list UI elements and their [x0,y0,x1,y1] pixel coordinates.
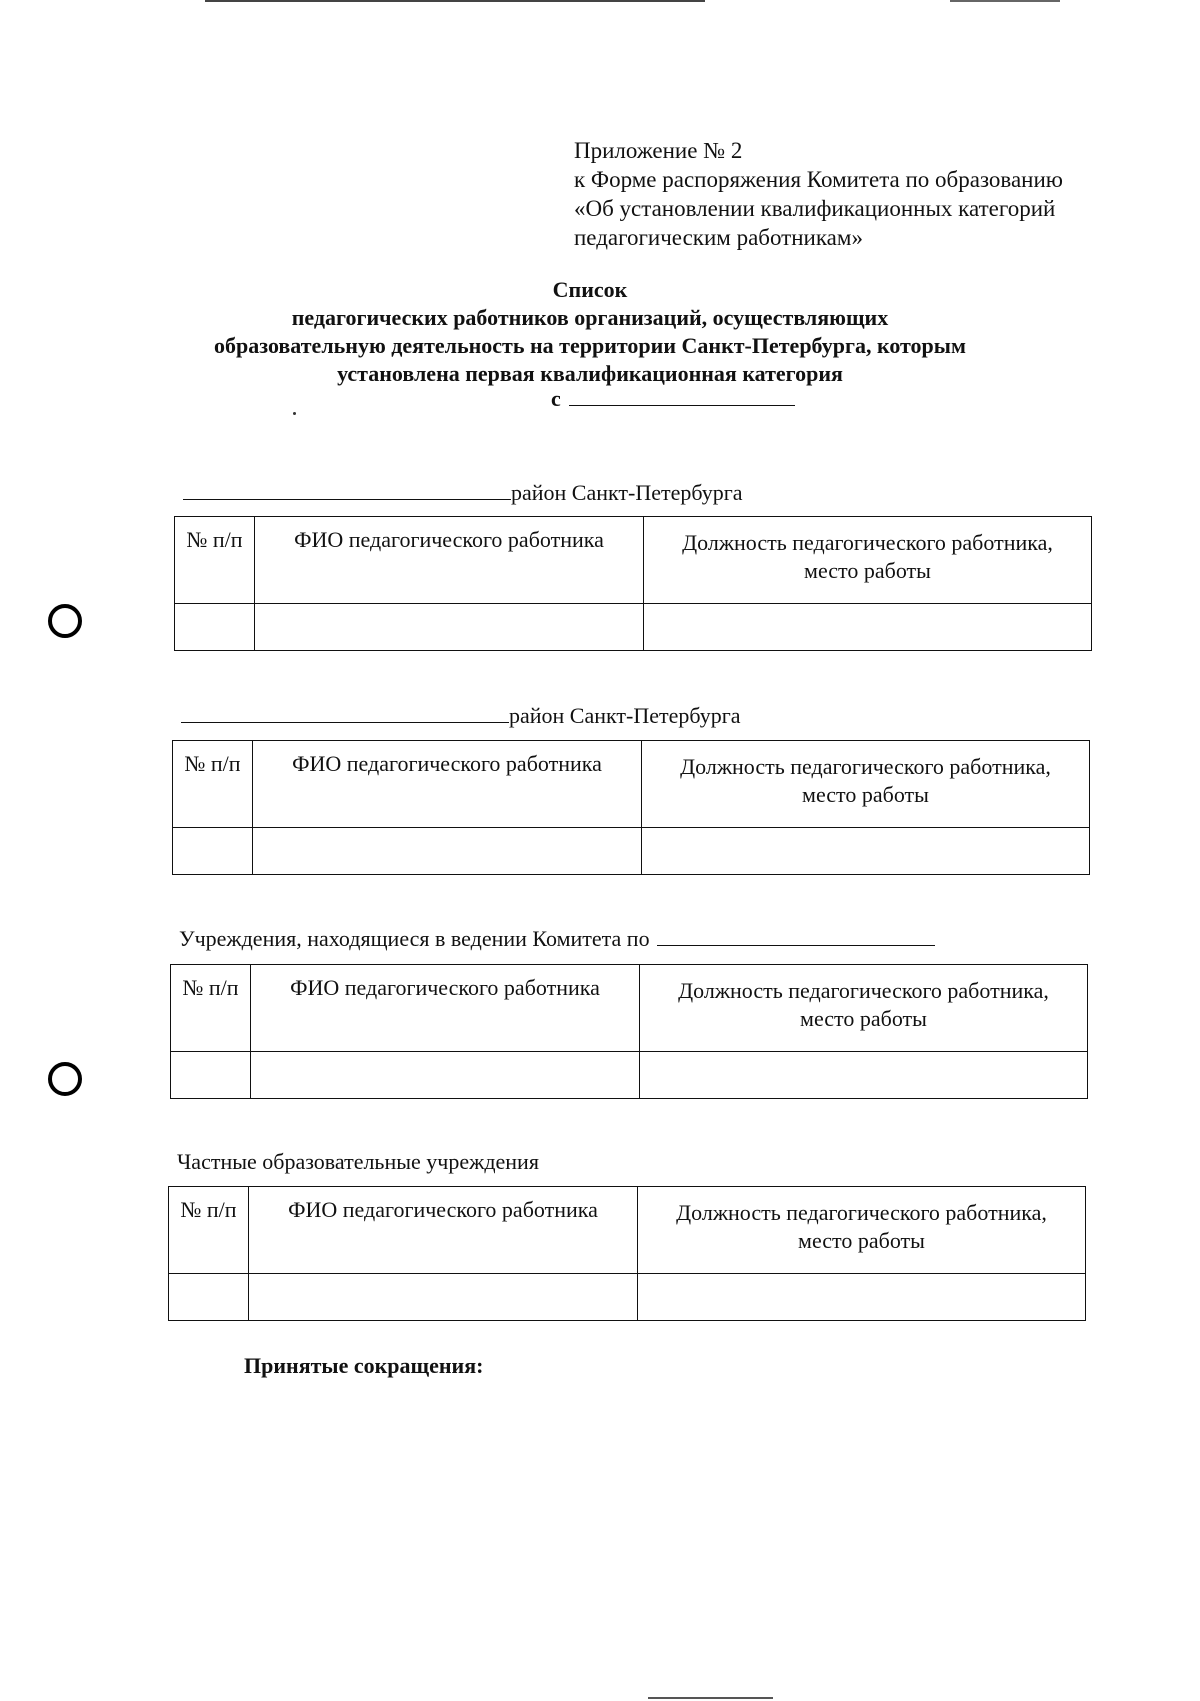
table-cell [169,1274,249,1321]
header-position-line-2: место работы [802,782,929,807]
table-row [173,828,1090,875]
table-cell [640,1052,1088,1099]
header-position-line-1: Должность педагогического работника, [678,978,1049,1003]
punch-hole-icon [48,1062,82,1096]
date-prefix: с [551,386,561,411]
title-line-4: установлена первая квалификационная категория [337,361,843,386]
header-name: ФИО педагогического работника [251,965,640,1052]
section-3-table [170,964,1088,1099]
table-header-row [175,517,1092,604]
title-line-2: педагогических работников организаций, осуществляющих [291,305,889,330]
table-cell [642,828,1090,875]
table-cell [253,828,642,875]
table-header-row [173,741,1090,828]
table-header-row [171,965,1088,1052]
table-cell [249,1274,638,1321]
table-row [175,604,1092,651]
header-position-line-1: Должность педагогического работника, [680,754,1051,779]
appendix-line-1: Приложение № 2 [574,138,743,163]
table-header-row [169,1187,1086,1274]
table-cell [171,1052,251,1099]
table-row [171,1052,1088,1099]
appendix-line-2: к Форме распоряжения Комитета по образованию [574,167,1063,192]
bottom-scan-mark [648,1697,773,1699]
section-1-text: район Санкт-Петербурга [511,480,743,505]
table-cell [175,604,255,651]
header-name: ФИО педагогического работника [249,1187,638,1274]
section-1-table [174,516,1092,651]
section-2-blank [181,704,509,723]
header-position-line-2: место работы [804,558,931,583]
effective-date-line [551,386,795,412]
header-position-line-1: Должность педагогического работника, [682,530,1053,555]
table-row [169,1274,1086,1321]
top-scan-rule-right [950,0,1060,2]
header-position-line-2: место работы [798,1228,925,1253]
header-position [644,517,1092,604]
top-scan-rule [205,0,705,2]
header-position-line-2: место работы [800,1006,927,1031]
title-line-3: образовательную деятельность на территории Санкт-Петербурга, которым [214,333,966,358]
table-cell [173,828,253,875]
appendix-line-4: педагогическим работникам» [574,225,863,250]
document-title [170,276,1010,388]
section-2-label [181,703,741,729]
section-2-table [172,740,1090,875]
table-cell [638,1274,1086,1321]
section-3-text: Учреждения, находящиеся в ведении Комитета по [179,926,650,951]
header-position [638,1187,1086,1274]
appendix-line-3: «Об установлении квалификационных категорий [574,196,1056,221]
table-cell [255,604,644,651]
table-cell [644,604,1092,651]
header-position [642,741,1090,828]
header-num: № п/п [169,1187,249,1274]
abbreviations-heading: Принятые сокращения: [244,1353,484,1378]
scan-dot [293,412,296,415]
appendix-note [574,136,1063,252]
header-position [640,965,1088,1052]
header-position-line-1: Должность педагогического работника, [676,1200,1047,1225]
section-3-blank [657,927,935,946]
header-num: № п/п [173,741,253,828]
date-blank [569,387,795,406]
section-2-text: район Санкт-Петербурга [509,703,741,728]
section-4-text: Частные образовательные учреждения [177,1149,539,1174]
title-line-1: Список [552,277,628,302]
section-1-blank [183,481,511,500]
header-name: ФИО педагогического работника [255,517,644,604]
header-num: № п/п [171,965,251,1052]
header-num: № п/п [175,517,255,604]
section-4-table [168,1186,1086,1321]
section-4-label [177,1149,539,1175]
header-name: ФИО педагогического работника [253,741,642,828]
section-3-label [179,926,935,952]
section-1-label [183,480,743,506]
punch-hole-icon [48,604,82,638]
table-cell [251,1052,640,1099]
